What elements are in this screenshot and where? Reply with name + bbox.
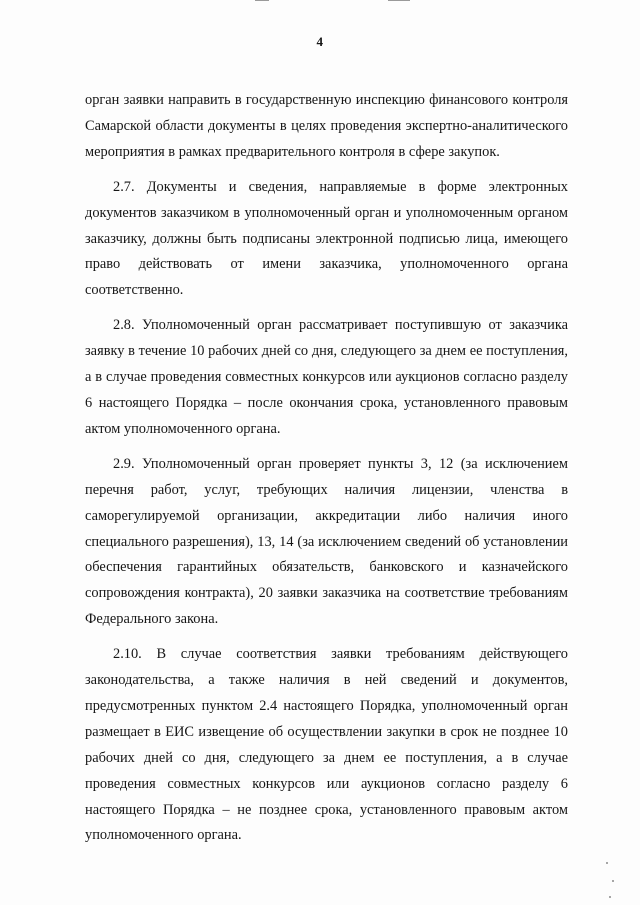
scan-artifact-dot xyxy=(609,896,611,898)
document-body xyxy=(85,88,568,849)
page-number: 4 xyxy=(316,34,324,49)
scan-artifact-top-right xyxy=(388,0,410,1)
paragraph-2-10: 2.10. В случае соответствия заявки требованиям действующего законодательства, а также наличия в ней сведений и документов, предусмотренных пунктом 2.4 настоящего Порядка, уполномоченный орган размещает в ЕИС извещение об осуществлении закупки в срок не позднее 10 рабочих дней со дня, следующего за днем ее поступления, а в случае проведения совместных конкурсов или аукционов согласно разделу 6 настоящего Порядка – не позднее срока, установленного правовым актом уполномоченного органа. xyxy=(85,646,568,844)
scan-artifact-top xyxy=(255,0,269,1)
paragraph-2-7: 2.7. Документы и сведения, направляемые в форме электронных документов заказчиком в уполномоченный орган и уполномоченным органом заказчику, должны быть подписаны электронной подписью лица, имеющего право действовать от имени заказчика, уполномоченного органа соответственно. xyxy=(85,178,568,299)
paragraph-2-8: 2.8. Уполномоченный орган рассматривает поступившую от заказчика заявку в течение 10 рабочих дней со дня, следующего за днем ее поступления, а в случае проведения совместных конкурсов или аукционов согласно разделу 6 настоящего Порядка – после окончания срока, установленного правовым актом уполномоченного органа. xyxy=(85,317,568,437)
paragraph-continuation: орган заявки направить в государственную инспекцию финансового контроля Самарской области документы в целях проведения экспертно-аналитического мероприятия в рамках предварительного контроля в сфере закупок. xyxy=(85,92,568,160)
scan-artifact-dot xyxy=(612,880,614,882)
paragraph-2-9: 2.9. Уполномоченный орган проверяет пункты 3, 12 (за исключением перечня работ, услуг, требующих наличия лицензии, членства в саморегулируемой организации, аккредитации либо наличия иного специального разрешения), 13, 14 (за исключением сведений об установлении обеспечения гарантийных обязательств, банковского и казначейского сопровождения контракта), 20 заявки заказчика на соответствие требованиям Федерального закона. xyxy=(85,455,568,628)
scan-artifact-dot xyxy=(606,862,608,864)
